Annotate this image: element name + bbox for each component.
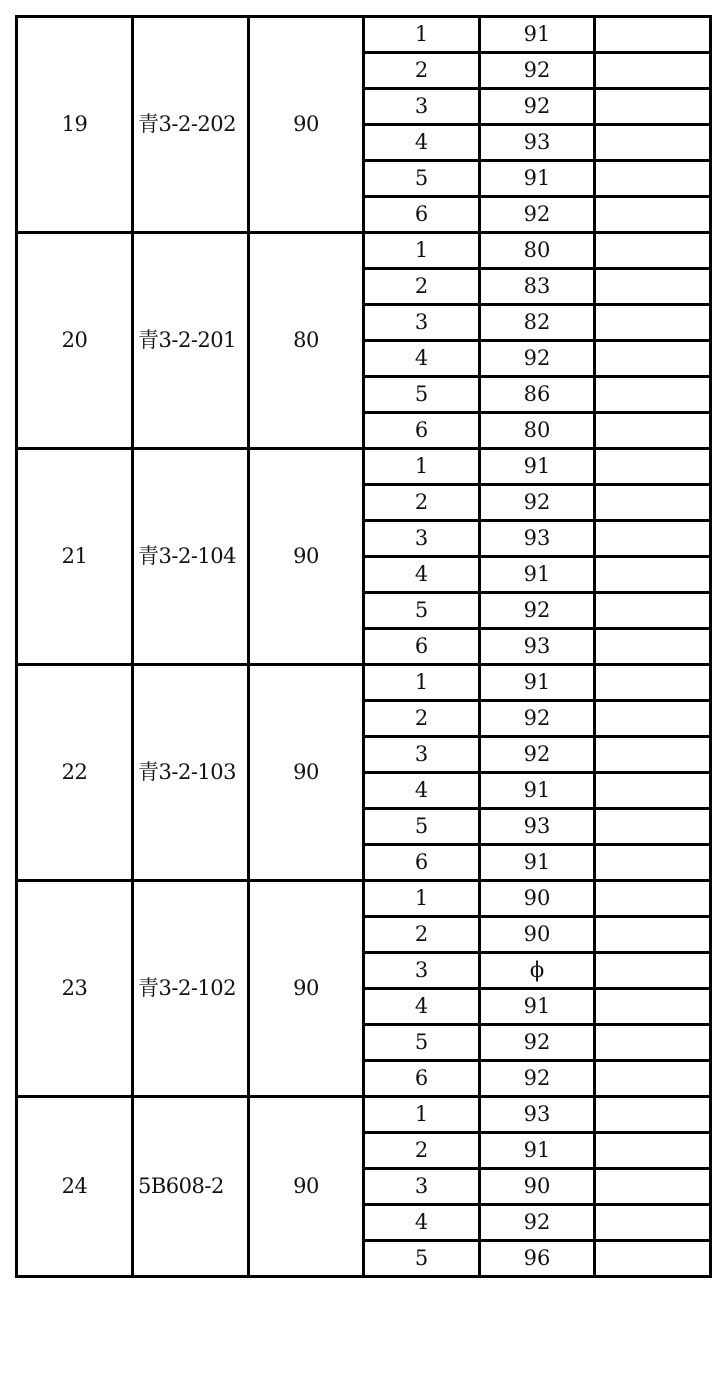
design-value-cell: 90 — [249, 881, 364, 1097]
point-number-cell: 4 — [364, 125, 480, 161]
room-id-cell: 青3-2-202 — [133, 17, 249, 233]
measured-value-cell: 93 — [480, 521, 595, 557]
measured-value-cell: 91 — [480, 845, 595, 881]
design-value-cell: 80 — [249, 233, 364, 449]
point-number-cell: 4 — [364, 341, 480, 377]
point-number-cell: 2 — [364, 701, 480, 737]
table-row — [17, 881, 711, 917]
point-number-cell: 4 — [364, 989, 480, 1025]
measured-value-cell: 93 — [480, 809, 595, 845]
note-cell — [595, 881, 711, 917]
note-cell — [595, 809, 711, 845]
point-number-cell: 2 — [364, 1133, 480, 1169]
measured-value-cell: 92 — [480, 1205, 595, 1241]
measured-value-cell: 91 — [480, 1133, 595, 1169]
group-number-cell: 21 — [17, 449, 133, 665]
point-number-cell: 2 — [364, 485, 480, 521]
measured-value-cell: 92 — [480, 341, 595, 377]
note-cell — [595, 1133, 711, 1169]
table-row — [17, 665, 711, 701]
table-row — [17, 17, 711, 53]
note-cell — [595, 1061, 711, 1097]
design-value-cell: 90 — [249, 449, 364, 665]
point-number-cell: 2 — [364, 53, 480, 89]
point-number-cell: 3 — [364, 521, 480, 557]
measured-value-cell: 92 — [480, 1061, 595, 1097]
measured-value-cell: 90 — [480, 917, 595, 953]
measured-value-cell: 91 — [480, 557, 595, 593]
note-cell — [595, 1241, 711, 1277]
measured-value-cell: 92 — [480, 89, 595, 125]
note-cell — [595, 485, 711, 521]
note-cell — [595, 557, 711, 593]
note-cell — [595, 341, 711, 377]
measured-value-cell: 91 — [480, 17, 595, 53]
measurement-table — [15, 15, 712, 1278]
room-id-cell: 5B608-2 — [133, 1097, 249, 1277]
note-cell — [595, 233, 711, 269]
note-cell — [595, 521, 711, 557]
point-number-cell: 3 — [364, 305, 480, 341]
measured-value-cell: 90 — [480, 881, 595, 917]
point-number-cell: 1 — [364, 1097, 480, 1133]
note-cell — [595, 269, 711, 305]
measured-value-cell: 92 — [480, 737, 595, 773]
point-number-cell: 1 — [364, 449, 480, 485]
point-number-cell: 3 — [364, 89, 480, 125]
point-number-cell: 6 — [364, 413, 480, 449]
table-row — [17, 1097, 711, 1133]
measured-value-cell: 86 — [480, 377, 595, 413]
note-cell — [595, 125, 711, 161]
table-row — [17, 449, 711, 485]
point-number-cell: 3 — [364, 737, 480, 773]
measured-value-cell: 92 — [480, 53, 595, 89]
point-number-cell: 1 — [364, 17, 480, 53]
measured-value-cell: 80 — [480, 413, 595, 449]
note-cell — [595, 161, 711, 197]
room-id-cell: 青3-2-103 — [133, 665, 249, 881]
note-cell — [595, 989, 711, 1025]
note-cell — [595, 377, 711, 413]
measured-value-cell: ϕ — [480, 953, 595, 989]
measured-value-cell: 92 — [480, 485, 595, 521]
note-cell — [595, 917, 711, 953]
group-number-cell: 24 — [17, 1097, 133, 1277]
measured-value-cell: 93 — [480, 125, 595, 161]
point-number-cell: 6 — [364, 629, 480, 665]
room-id-cell: 青3-2-102 — [133, 881, 249, 1097]
note-cell — [595, 737, 711, 773]
point-number-cell: 3 — [364, 1169, 480, 1205]
design-value-cell: 90 — [249, 17, 364, 233]
measured-value-cell: 90 — [480, 1169, 595, 1205]
note-cell — [595, 1205, 711, 1241]
note-cell — [595, 1025, 711, 1061]
point-number-cell: 5 — [364, 1025, 480, 1061]
measured-value-cell: 92 — [480, 701, 595, 737]
point-number-cell: 2 — [364, 917, 480, 953]
point-number-cell: 5 — [364, 1241, 480, 1277]
point-number-cell: 1 — [364, 665, 480, 701]
point-number-cell: 3 — [364, 953, 480, 989]
measurement-table-body — [17, 17, 711, 1277]
note-cell — [595, 53, 711, 89]
point-number-cell: 6 — [364, 1061, 480, 1097]
point-number-cell: 5 — [364, 809, 480, 845]
design-value-cell: 90 — [249, 665, 364, 881]
design-value-cell: 90 — [249, 1097, 364, 1277]
measured-value-cell: 91 — [480, 665, 595, 701]
room-id-cell: 青3-2-104 — [133, 449, 249, 665]
note-cell — [595, 845, 711, 881]
measured-value-cell: 80 — [480, 233, 595, 269]
note-cell — [595, 701, 711, 737]
note-cell — [595, 665, 711, 701]
note-cell — [595, 89, 711, 125]
point-number-cell: 4 — [364, 557, 480, 593]
measured-value-cell: 82 — [480, 305, 595, 341]
note-cell — [595, 773, 711, 809]
measured-value-cell: 92 — [480, 593, 595, 629]
note-cell — [595, 449, 711, 485]
measured-value-cell: 83 — [480, 269, 595, 305]
measured-value-cell: 92 — [480, 1025, 595, 1061]
measurement-table-container — [15, 15, 712, 1278]
measured-value-cell: 91 — [480, 449, 595, 485]
note-cell — [595, 1097, 711, 1133]
measured-value-cell: 91 — [480, 161, 595, 197]
point-number-cell: 6 — [364, 845, 480, 881]
group-number-cell: 23 — [17, 881, 133, 1097]
note-cell — [595, 197, 711, 233]
table-row — [17, 233, 711, 269]
point-number-cell: 1 — [364, 233, 480, 269]
point-number-cell: 4 — [364, 773, 480, 809]
note-cell — [595, 1169, 711, 1205]
point-number-cell: 5 — [364, 377, 480, 413]
note-cell — [595, 305, 711, 341]
group-number-cell: 20 — [17, 233, 133, 449]
point-number-cell: 6 — [364, 197, 480, 233]
measured-value-cell: 91 — [480, 989, 595, 1025]
note-cell — [595, 413, 711, 449]
group-number-cell: 19 — [17, 17, 133, 233]
point-number-cell: 5 — [364, 593, 480, 629]
measured-value-cell: 96 — [480, 1241, 595, 1277]
note-cell — [595, 17, 711, 53]
measured-value-cell: 93 — [480, 629, 595, 665]
measured-value-cell: 92 — [480, 197, 595, 233]
point-number-cell: 5 — [364, 161, 480, 197]
note-cell — [595, 593, 711, 629]
note-cell — [595, 953, 711, 989]
point-number-cell: 1 — [364, 881, 480, 917]
point-number-cell: 4 — [364, 1205, 480, 1241]
measured-value-cell: 93 — [480, 1097, 595, 1133]
room-id-cell: 青3-2-201 — [133, 233, 249, 449]
note-cell — [595, 629, 711, 665]
point-number-cell: 2 — [364, 269, 480, 305]
measured-value-cell: 91 — [480, 773, 595, 809]
group-number-cell: 22 — [17, 665, 133, 881]
